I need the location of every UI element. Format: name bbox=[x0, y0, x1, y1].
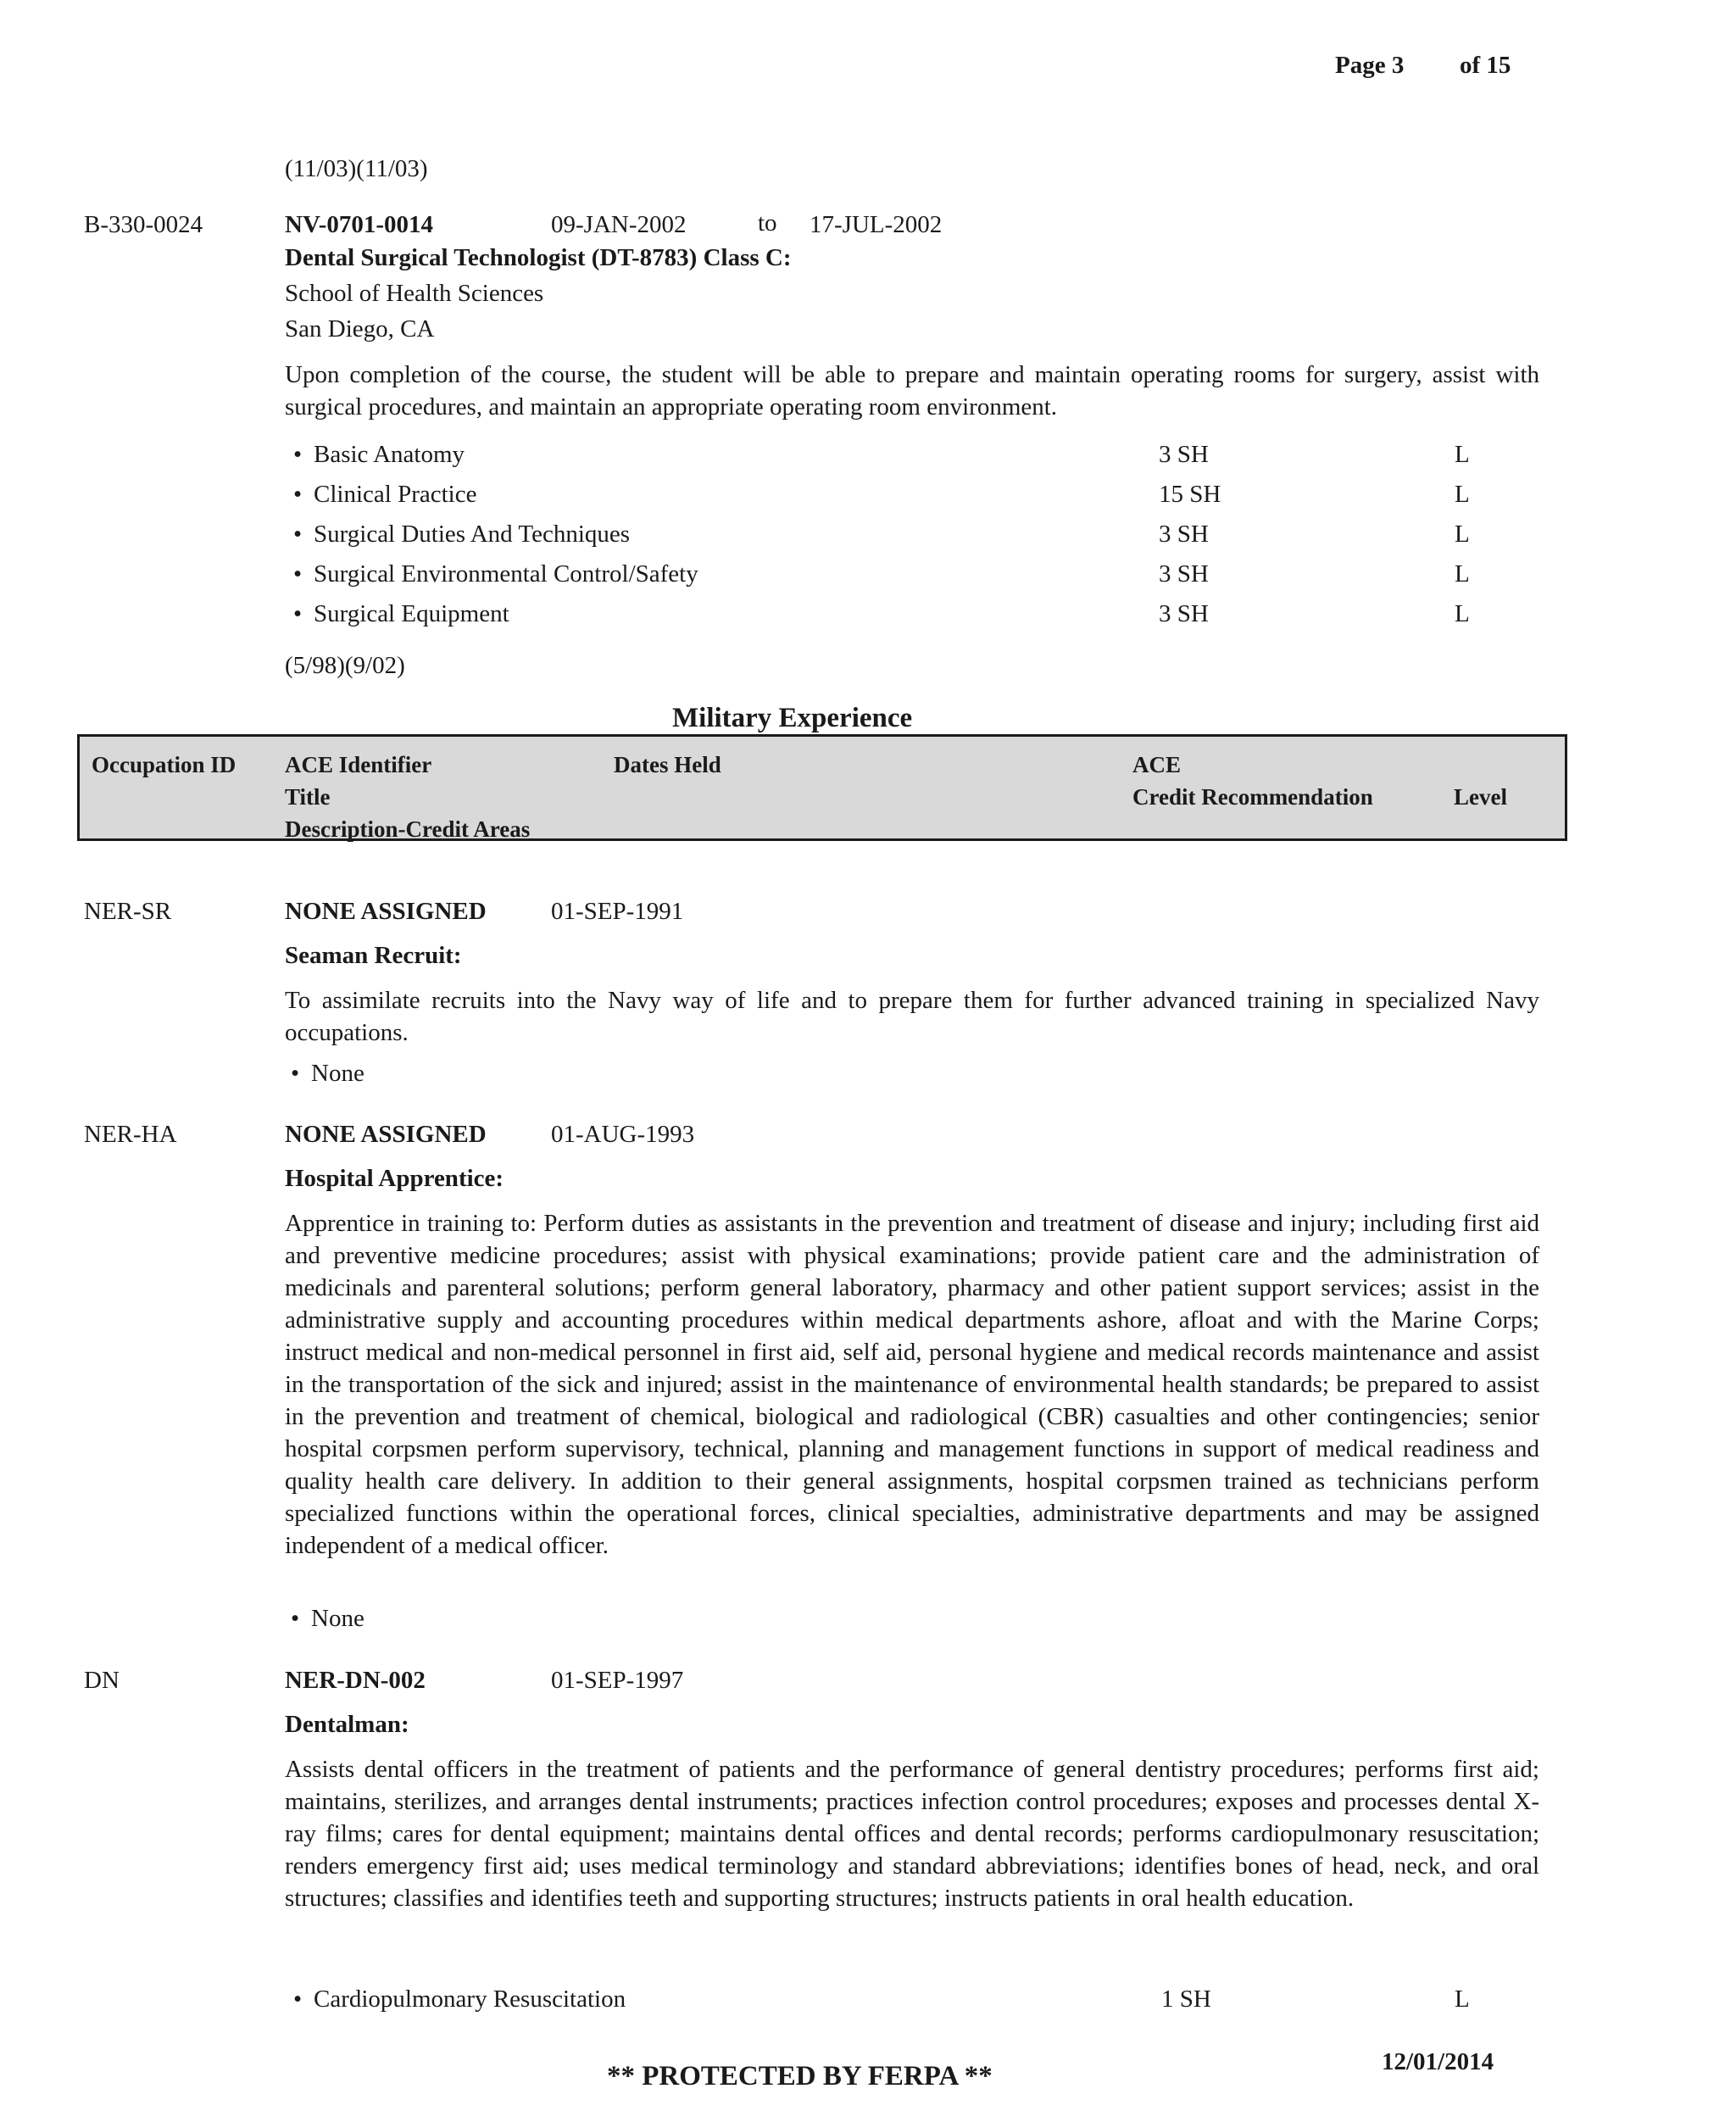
header-ace: ACE bbox=[1132, 752, 1182, 777]
header-description: Description-Credit Areas bbox=[285, 816, 531, 842]
header-dates-held: Dates Held bbox=[614, 752, 721, 777]
course-credit-level: L bbox=[1455, 521, 1470, 548]
course-school: School of Health Sciences bbox=[285, 280, 544, 307]
occupation-id: DN bbox=[84, 1667, 120, 1694]
course-date-from: 09-JAN-2002 bbox=[551, 211, 687, 238]
header-credit-recommendation: Credit Recommendation bbox=[1132, 784, 1373, 810]
occupation-credit-area: • None bbox=[311, 1602, 364, 1635]
occupation-credit-area: • None bbox=[311, 1057, 364, 1089]
course-title: Dental Surgical Technologist (DT-8783) Class C: bbox=[285, 244, 792, 271]
course-credit-level: L bbox=[1455, 441, 1470, 468]
header-occupation-id: Occupation ID bbox=[92, 752, 236, 777]
course-credit-area: • Clinical Practice bbox=[314, 478, 476, 510]
occupation-credit-value: 1 SH bbox=[1161, 1986, 1211, 2013]
occupation-date-held: 01-AUG-1993 bbox=[551, 1121, 695, 1148]
footer-date: 12/01/2014 bbox=[1382, 2048, 1494, 2075]
course-credit-area: • Surgical Equipment bbox=[314, 598, 509, 630]
page-total: of 15 bbox=[1460, 52, 1511, 79]
ferpa-notice: ** PROTECTED BY FERPA ** bbox=[607, 2061, 993, 2091]
header-level: Level bbox=[1454, 784, 1507, 810]
occupation-description: Apprentice in training to: Perform duties as assistants in the prevention and treatment of disease and injury; including first aid and preventive medicine procedures; assist with physical examinations; provide patient care and the administration of medicinals and parenteral solutions; perform general laboratory, pharmacy and other patient support services; assist in the administrative supply and accounting procedures within medical departments ashore, afloat and with the Marine Corps; instruct medical and non-medical personnel in first aid, self aid, personal hygiene and medical records maintenance and assist in the transportation of the sick and injured; assist in the maintenance of environmental health standards; be prepared to assist in the prevention and treatment of chemical, biological and radiological (CBR) casualties and other contingencies; senior hospital corpsmen perform supervisory, technical, planning and management functions in support of medical readiness and quality health care delivery. In addition to their general assignments, hospital corpsmen trained as technicians perform specialized functions within the operational forces, clinical specialties, administrative departments and may be assigned independent of a medical officer. bbox=[285, 1210, 1539, 1559]
course-id: B-330-0024 bbox=[84, 211, 203, 238]
course-credit-area: • Basic Anatomy bbox=[314, 438, 465, 471]
course-credit-area: • Surgical Duties And Techniques bbox=[314, 518, 630, 550]
occupation-title: Hospital Apprentice: bbox=[285, 1165, 504, 1192]
course-location: San Diego, CA bbox=[285, 315, 435, 343]
occupation-date-held: 01-SEP-1997 bbox=[551, 1667, 684, 1694]
occupation-ace-identifier: NONE ASSIGNED bbox=[285, 1121, 487, 1148]
course-description: Upon completion of the course, the student will be able to prepare and maintain operating rooms for surgery, assist with surgical procedures, and maintain an appropriate operating room environment. bbox=[285, 361, 1539, 421]
course-ace-id: NV-0701-0014 bbox=[285, 211, 434, 238]
course-credit-level: L bbox=[1455, 600, 1470, 627]
section-heading: Military Experience bbox=[672, 703, 913, 733]
course-credit-value: 3 SH bbox=[1159, 600, 1209, 627]
occupation-title: Dentalman: bbox=[285, 1711, 409, 1738]
course-credit-value: 15 SH bbox=[1159, 481, 1221, 508]
occupation-description: Assists dental officers in the treatment of patients and the performance of general dentistry procedures; performs first aid; maintains, sterilizes, and arranges dental instruments; practices infection control procedures; exposes and processes dental X-ray films; cares for dental equipment; maintains dental offices and dental records; performs cardiopulmonary resuscitation; renders emergency first aid; uses medical terminology and standard abbreviations; identifies bones of head, neck, and oral structures; classifies and identifies teeth and supporting structures; instructs patients in oral health education. bbox=[285, 1756, 1539, 1912]
occupation-credit-level: L bbox=[1455, 1986, 1470, 2013]
course-date-to: 17-JUL-2002 bbox=[810, 211, 943, 238]
header-title: Title bbox=[285, 784, 331, 810]
occupation-id: NER-HA bbox=[84, 1121, 177, 1148]
course-credit-level: L bbox=[1455, 560, 1470, 588]
course-credit-level: L bbox=[1455, 481, 1470, 508]
occupation-credit-area: • Cardiopulmonary Resuscitation bbox=[314, 1983, 626, 2015]
course-credit-value: 3 SH bbox=[1159, 521, 1209, 548]
course-credit-value: 3 SH bbox=[1159, 560, 1209, 588]
page-number: Page 3 bbox=[1335, 52, 1405, 79]
column-header-box bbox=[77, 734, 1567, 841]
occupation-date-held: 01-SEP-1991 bbox=[551, 898, 684, 925]
occupation-ace-identifier: NER-DN-002 bbox=[285, 1667, 426, 1694]
course-credit-area: • Surgical Environmental Control/Safety bbox=[314, 558, 698, 590]
course-note: (5/98)(9/02) bbox=[285, 652, 405, 679]
occupation-description: To assimilate recruits into the Navy way of life and to prepare them for further advanced training in specialized Navy occupations. bbox=[285, 987, 1539, 1046]
course-credit-value: 3 SH bbox=[1159, 441, 1209, 468]
header-ace-identifier: ACE Identifier bbox=[285, 752, 432, 777]
occupation-id: NER-SR bbox=[84, 898, 172, 925]
previous-entry-note: (11/03)(11/03) bbox=[285, 155, 428, 182]
occupation-title: Seaman Recruit: bbox=[285, 942, 462, 969]
occupation-ace-identifier: NONE ASSIGNED bbox=[285, 898, 487, 925]
course-date-to-word: to bbox=[758, 209, 777, 237]
